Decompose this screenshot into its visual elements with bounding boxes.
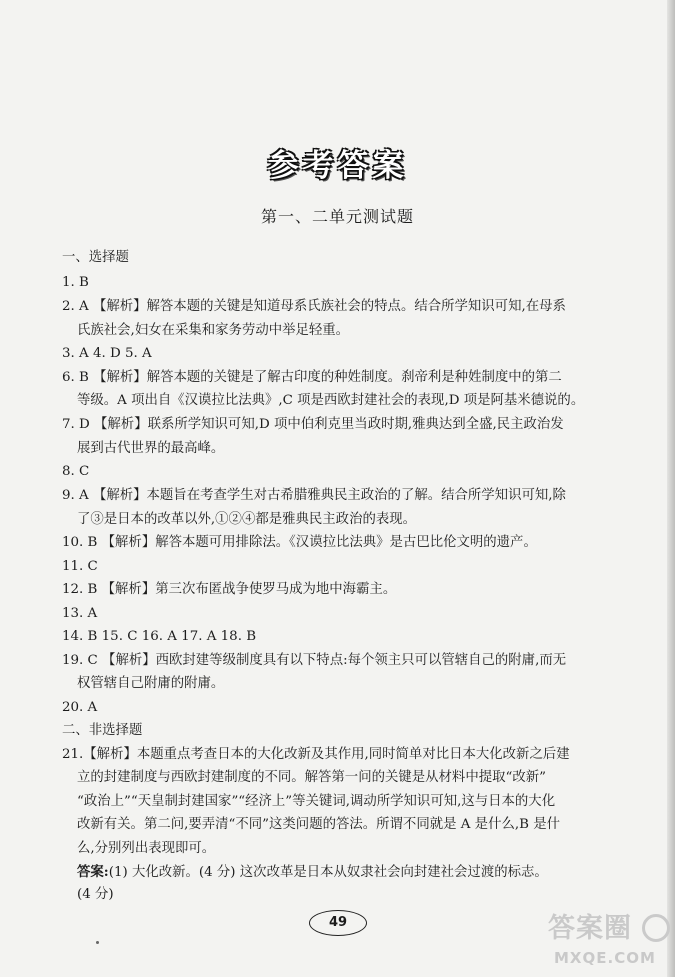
answer-line: 3. A 4. D 5. A [62,346,152,361]
answer-line: 11. C [62,559,98,574]
answer-line: 等级。A 项出自《汉谟拉比法典》,C 项是西欧封建社会的表现,D 项是阿基米德说的。 [77,393,585,408]
watermark-circle-icon [642,914,670,942]
section-heading-choice: 一、选择题 [62,250,129,265]
answer-block [77,863,637,882]
answer-line: 13. A [62,606,98,621]
answer-line: 20. A [62,700,98,715]
answer-line: “政治上”“天皇制封建国家”“经济上”等关键词,调动所学知识可知,这与日本的大化 [77,794,556,809]
section-heading-nonchoice: 二、非选择题 [62,723,143,738]
answer-text: (1) 大化改新。(4 分) 这次改革是日本从奴隶社会向封建社会过渡的标志。 [108,865,548,880]
answer-line: 2. A 【解析】解答本题的关键是知道母系氏族社会的特点。结合所学知识可知,在母系 [62,299,566,314]
answer-line: 立的封建制度与西欧封建制度的不同。解答第一问的关键是从材料中提取“改新” [77,770,546,785]
answer-line: 14. B 15. C 16. A 17. A 18. B [62,629,257,644]
answer-line: 7. D 【解析】联系所学知识可知,D 项中伯利克里当政时期,雅典达到全盛,民主政治发 [62,417,564,432]
speck [96,941,99,944]
watermark-brand: 答案圈 [548,913,632,944]
answer-label: 答案: [77,864,109,880]
watermark-site: MXQE.COM [554,949,656,967]
page-title: 参考答案 [267,148,408,184]
answer-line: 19. C 【解析】西欧封建等级制度具有以下特点:每个领主只可以管辖自己的附庸,而无 [62,653,567,668]
page-number: 49 [309,910,367,936]
answer-line: 权管辖自己附庸的附庸。 [77,676,225,691]
answer-line: 9. A 【解析】本题旨在考查学生对古希腊雅典民主政治的了解。结合所学知识可知,除 [62,488,566,503]
answer-line: (4 分) [77,887,114,902]
answer-line: 么,分别列出表现即可。 [77,841,216,856]
answer-line: 10. B 【解析】解答本题可用排除法。《汉谟拉比法典》是古巴比伦文明的遗产。 [62,535,537,550]
watermark [548,906,666,970]
answer-line: 1. B [62,275,89,290]
answer-line: 了③是日本的改革以外,①②④都是雅典民主政治的表现。 [77,512,417,527]
answer-line: 6. B 【解析】解答本题的关键是了解古印度的种姓制度。刹帝利是种姓制度中的第二 [62,370,562,385]
answer-line: 氏族社会,妇女在采集和家务劳动中举足轻重。 [77,323,350,338]
answer-line: 12. B 【解析】第三次布匿战争使罗马成为地中海霸主。 [62,582,397,597]
page-subtitle: 第一、二单元测试题 [260,207,414,226]
answer-line: 21.【解析】本题重点考查日本的大化改新及其作用,同时简单对比日本大化改新之后建 [62,747,570,762]
answer-line: 8. C [62,464,90,479]
answer-line: 改新有关。第二问,要弄清“不同”这类问题的答法。所谓不同就是 A 是什么,B 是什 [77,817,560,832]
answer-line: 展到古代世界的最高峰。 [77,441,225,456]
